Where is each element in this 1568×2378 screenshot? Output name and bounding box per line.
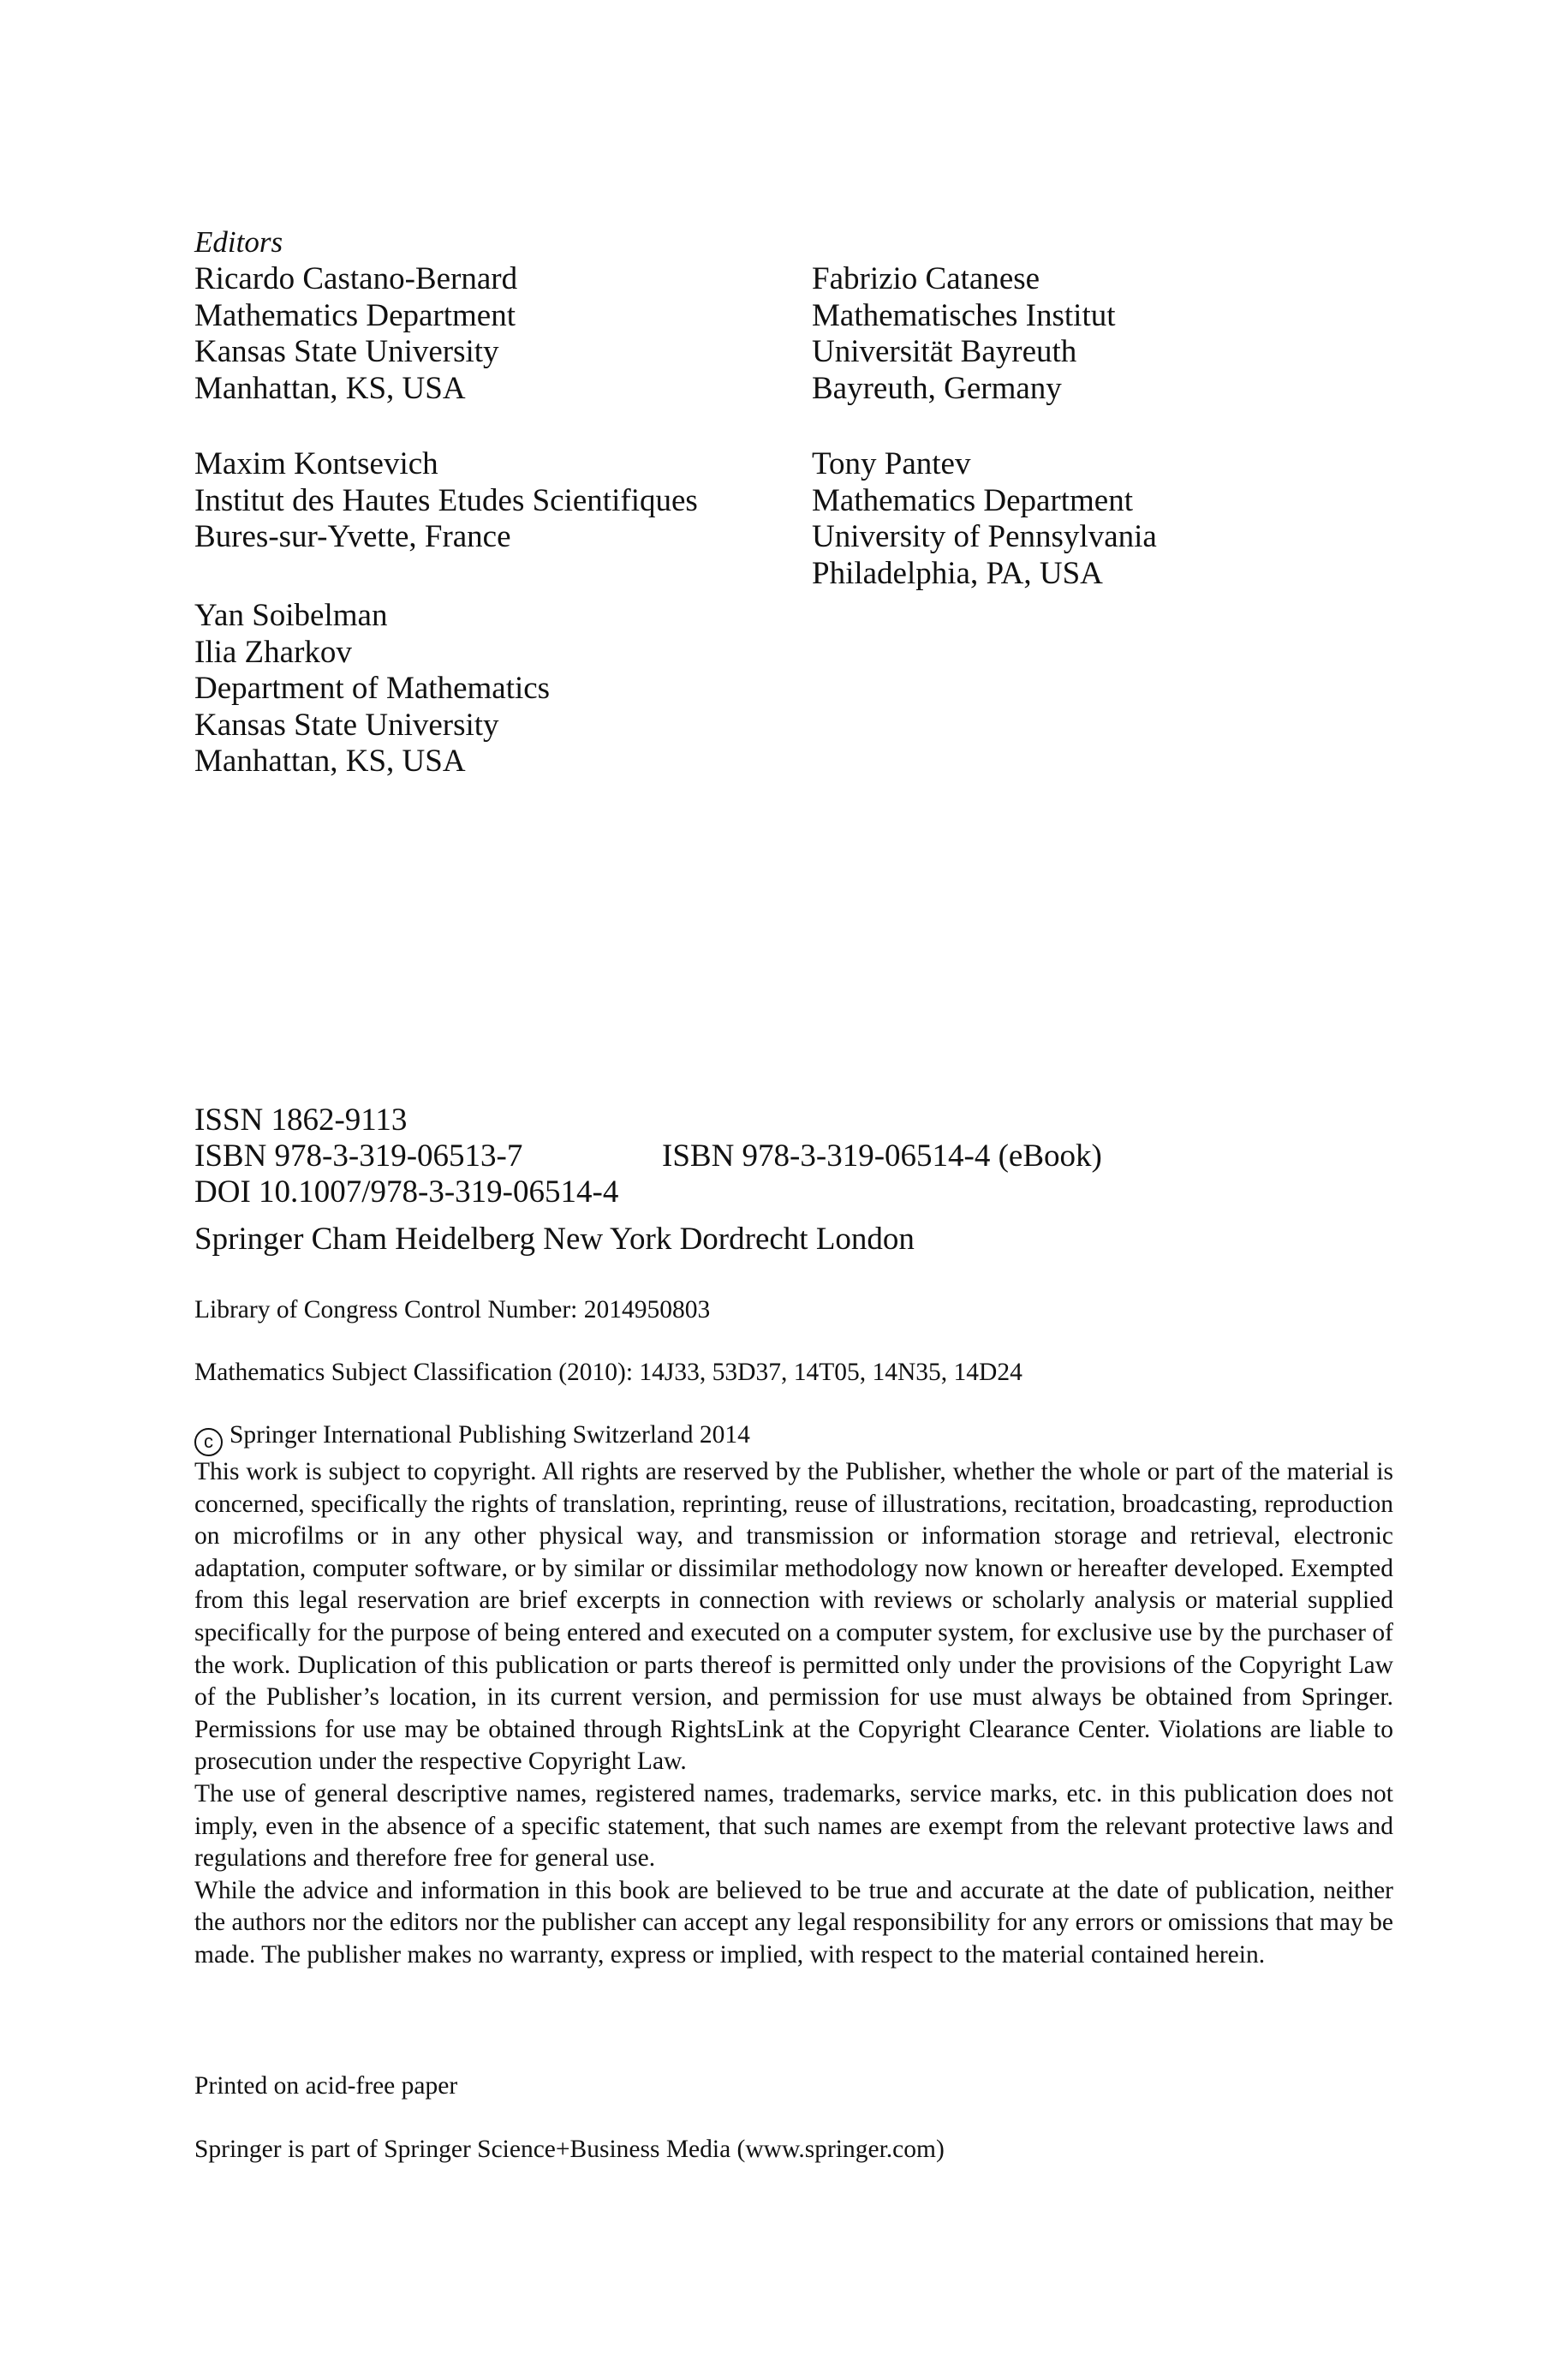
- editor-block-catanese: [812, 261, 1116, 407]
- editor-block-pantev: [812, 446, 1157, 592]
- editor-location: Manhattan, KS, USA: [194, 744, 466, 779]
- editor-block-castano-bernard: [194, 261, 517, 407]
- isbn-ebook: ISBN 978-3-319-06514-4 (eBook): [662, 1138, 1102, 1174]
- editor-affiliation: Department of Mathematics: [194, 671, 551, 706]
- editor-location: Philadelphia, PA, USA: [812, 555, 1103, 591]
- editor-name: Yan Soibelman: [194, 598, 388, 633]
- copyright-holder-line: [194, 1419, 1393, 1456]
- copyright-icon: c: [194, 1428, 223, 1456]
- library-of-congress-number: Library of Congress Control Number: 2014950803: [194, 1296, 711, 1323]
- editor-name: Ricardo Castano-Bernard: [194, 261, 518, 296]
- editor-affiliation: Kansas State University: [194, 334, 499, 369]
- isbn-row: [194, 1138, 1102, 1174]
- copyright-notice: [194, 1419, 1393, 1972]
- editor-affiliation: Mathematisches Institut: [812, 297, 1116, 333]
- editor-location: Bures-sur-Yvette, France: [194, 519, 511, 554]
- editor-affiliation: Universität Bayreuth: [812, 334, 1077, 369]
- acid-free-paper-note: Printed on acid-free paper: [194, 2072, 458, 2100]
- editor-affiliation: Mathematics Department: [812, 482, 1134, 518]
- editor-affiliation: Kansas State University: [194, 707, 499, 743]
- copyright-holder: Springer International Publishing Switzerland 2014: [230, 1421, 750, 1449]
- editor-affiliation: Institut des Hautes Etudes Scientifiques: [194, 482, 698, 518]
- trademark-paragraph: The use of general descriptive names, registered names, trademarks, service marks, etc. in this publication does not imply, even in the absence of a specific statement, that such names are exempt from the relevant protective laws and regulations and therefore free for general use.: [194, 1779, 1393, 1873]
- editor-location: Bayreuth, Germany: [812, 370, 1062, 406]
- issn: ISSN 1862-9113: [194, 1102, 408, 1138]
- copyright-paragraph: This work is subject to copyright. All rights are reserved by the Publisher, whether the whole or part of the material is concerned, specifically the rights of translation, reprinting, reuse of illustrations, recitation, broadcasting, reproduction on microfilms or in any other physical way, and transmission or information storage and retrieval, electronic adaptation, computer software, or by similar or dissimilar methodology now known or hereafter developed. Exempted from this legal reservation are brief excerpts in connection with reviews or scholarly analysis or material supplied specifically for the purpose of being entered and executed on a computer system, for exclusive use by the purchaser of the work. Duplication of this publication or parts thereof is permitted only under the provisions of the Copyright Law of the Publisher’s location, in its current version, and permission for use must always be obtained from Springer. Permissions for use may be obtained through RightsLink at the Copyright Clearance Center. Violations are liable to prosecution under the respective Copyright Law.: [194, 1458, 1393, 1776]
- publication-identifiers: [194, 1102, 1102, 1210]
- isbn-print: ISBN 978-3-319-06513-7: [194, 1138, 523, 1174]
- editor-block-kontsevich: [194, 446, 698, 556]
- publisher-cities: Springer Cham Heidelberg New York Dordrecht London: [194, 1222, 915, 1257]
- editor-affiliation: University of Pennsylvania: [812, 519, 1157, 554]
- springer-affiliation-note: Springer is part of Springer Science+Business Media (www.springer.com): [194, 2136, 945, 2163]
- doi: DOI 10.1007/978-3-319-06514-4: [194, 1174, 619, 1210]
- editor-affiliation: Mathematics Department: [194, 297, 516, 333]
- editor-name: Maxim Kontsevich: [194, 446, 438, 481]
- subject-classification: Mathematics Subject Classification (2010): 14J33, 53D37, 14T05, 14N35, 14D24: [194, 1359, 1022, 1386]
- editors-heading: Editors: [194, 225, 283, 259]
- editor-location: Manhattan, KS, USA: [194, 370, 466, 406]
- editor-block-soibelman-zharkov: [194, 598, 550, 780]
- editor-name: Tony Pantev: [812, 446, 971, 481]
- editor-name: Ilia Zharkov: [194, 634, 352, 670]
- editor-name: Fabrizio Catanese: [812, 261, 1040, 296]
- disclaimer-paragraph: While the advice and information in this book are believed to be true and accurate at the date of publication, neither the authors nor the editors nor the publisher can accept any legal responsibility for any errors or omissions that may be made. The publisher makes no warranty, express or implied, with respect to the material contained herein.: [194, 1876, 1393, 1969]
